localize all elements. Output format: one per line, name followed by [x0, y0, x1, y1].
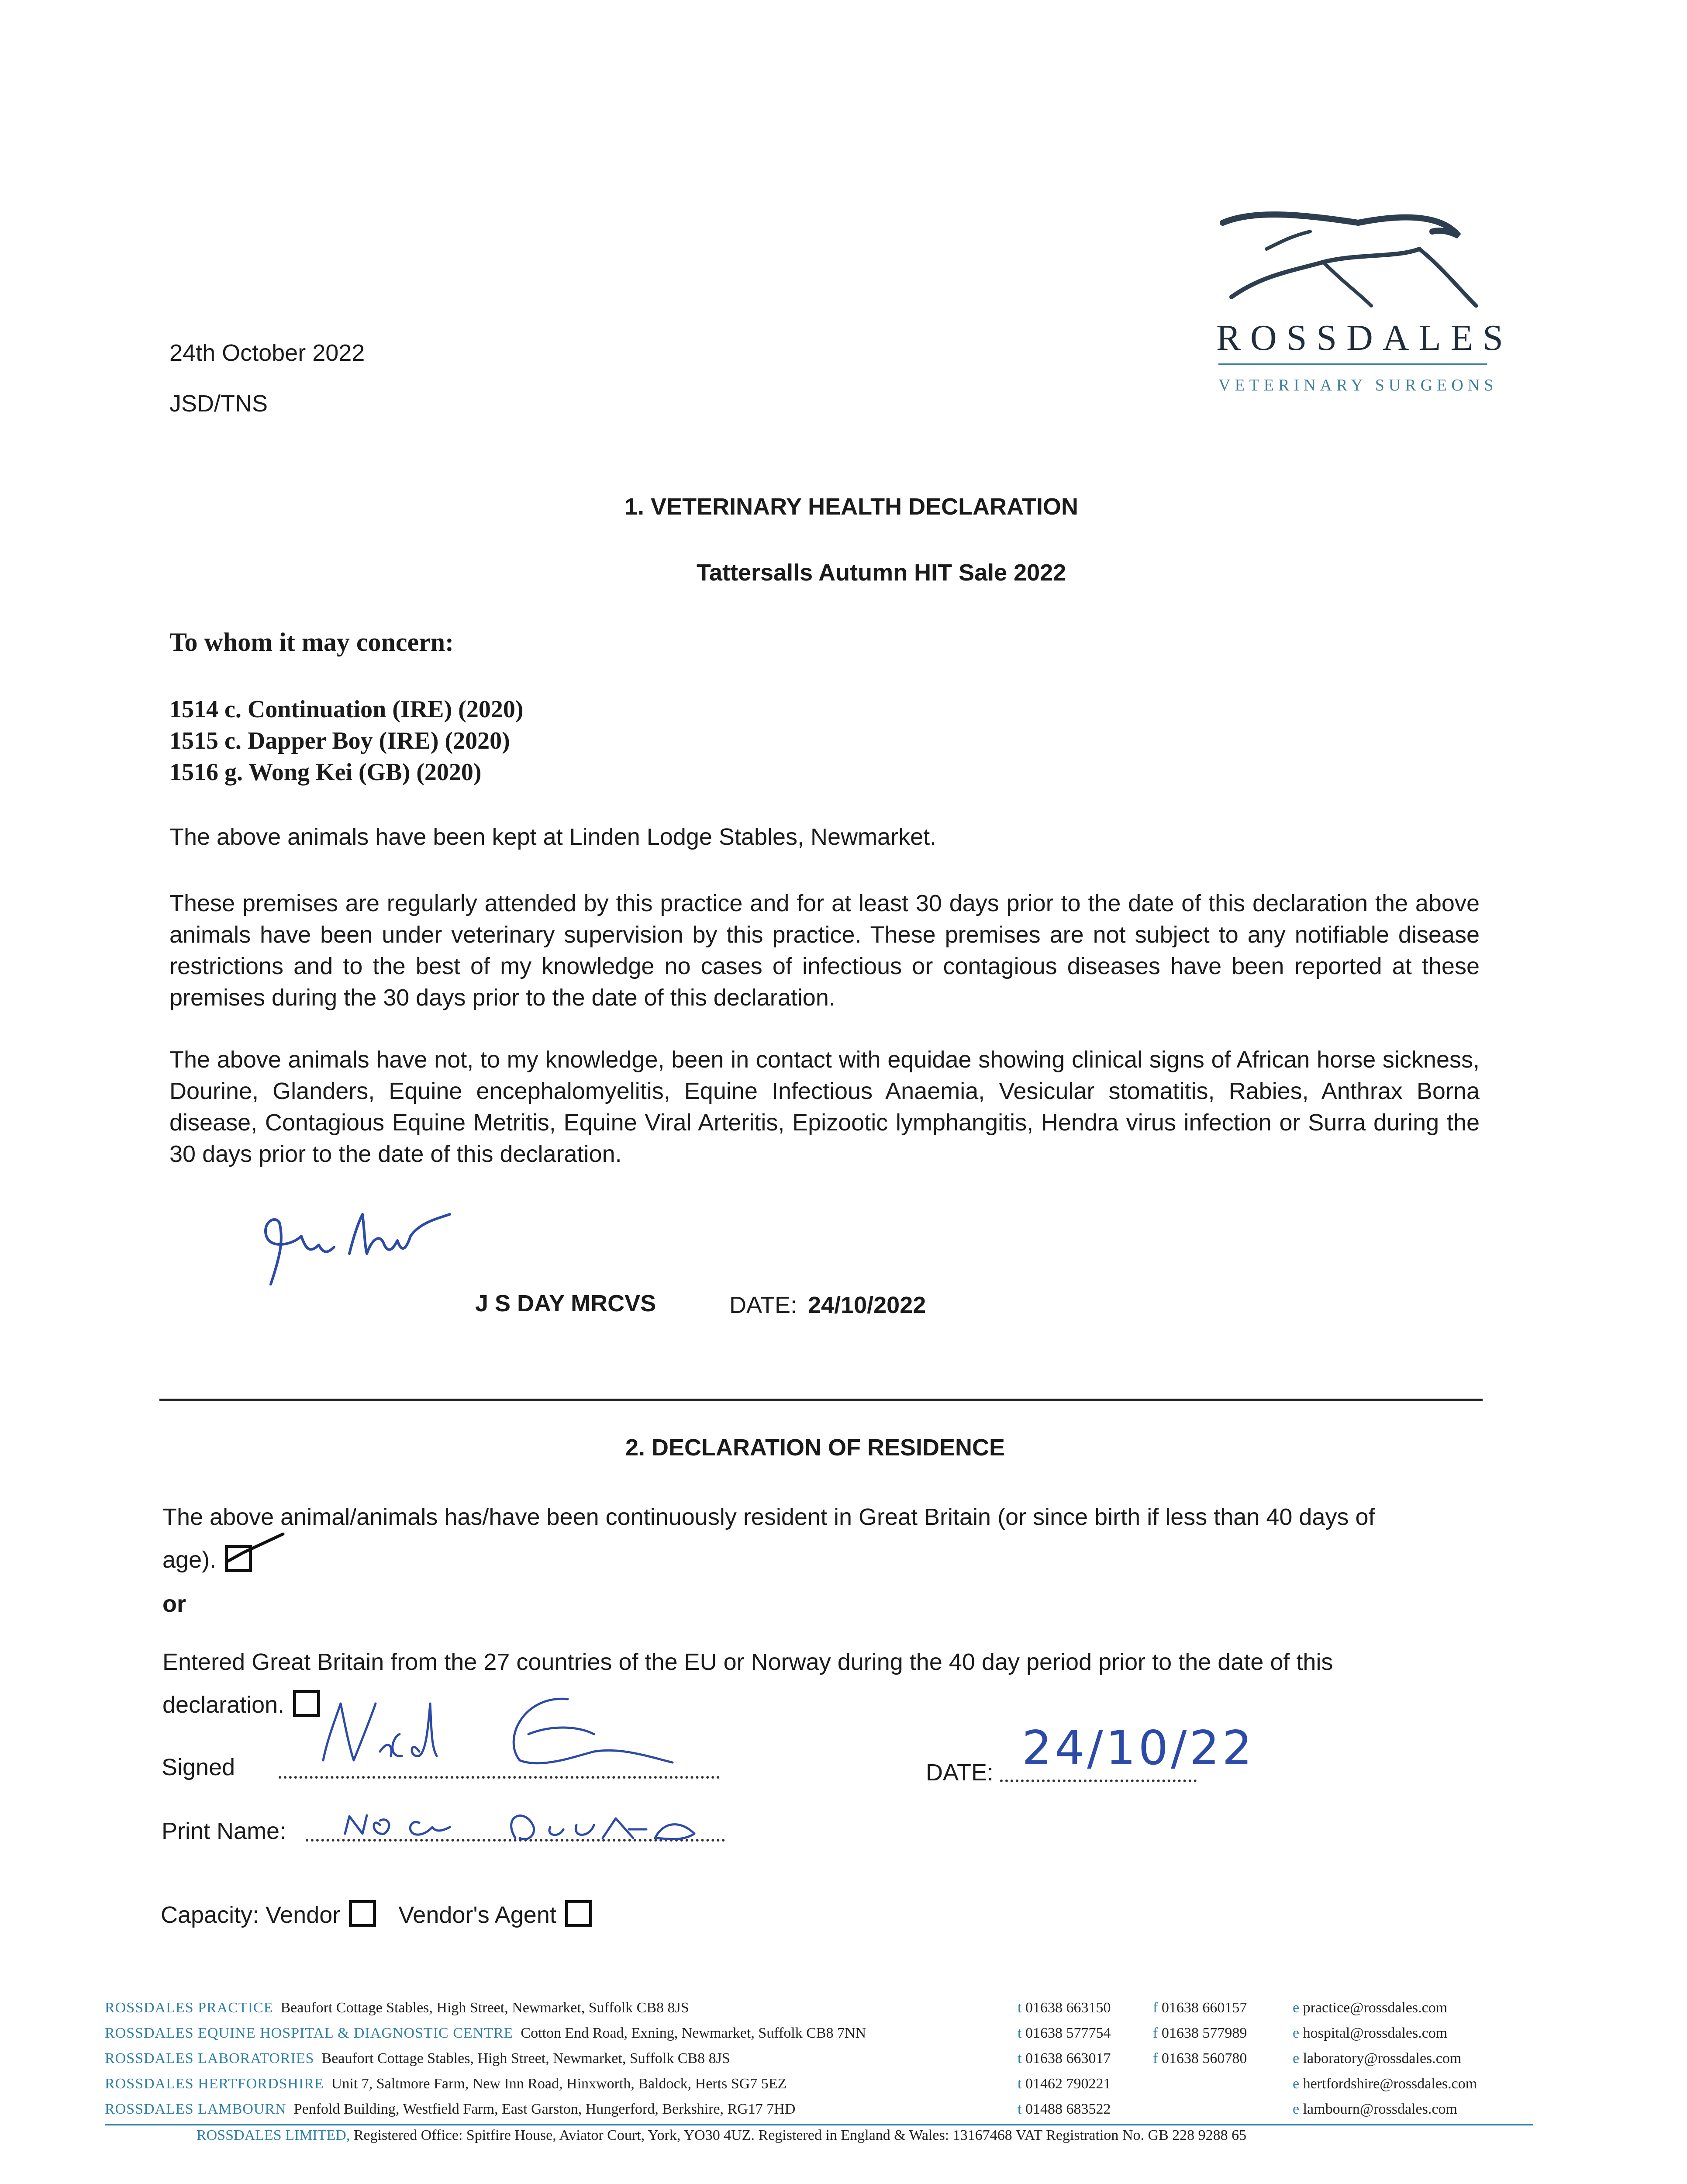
- footer-telephone: t 01638 663017: [1018, 2050, 1111, 2067]
- signed-label: Signed: [162, 1754, 235, 1780]
- section2-date-label: DATE:: [926, 1759, 994, 1786]
- vendor-signature: [314, 1686, 751, 1778]
- resident-checkbox[interactable]: [225, 1545, 252, 1572]
- lot-item: 1515 c. Dapper Boy (IRE) (2020): [169, 727, 510, 754]
- footer-telephone: t 01638 577754: [1018, 2025, 1111, 2041]
- letter-date: 24th October 2022: [169, 340, 365, 366]
- paragraph-supervision: These premises are regularly attended by this practice and for at least 30 days prior to the date of this declaration the above animals have been under veterinary supervision by this practice. These premises are not subject to any notifiable disease restrictions and to the best of my knowledge no cases of infectious or contagious diseases have been reported at these premises during the 30 days prior to the date of this declaration.: [169, 890, 1480, 1011]
- vet-signature: [253, 1206, 463, 1293]
- paragraph-premises: The above animals have been kept at Linden Lodge Stables, Newmarket.: [169, 824, 937, 850]
- printed-name-handwriting: [332, 1803, 734, 1851]
- vendor-checkbox[interactable]: [349, 1900, 376, 1927]
- lot-item: 1514 c. Continuation (IRE) (2020): [169, 696, 524, 723]
- footer-address: Unit 7, Saltmore Farm, New Inn Road, Hinxworth, Baldock, Herts SG7 5EZ: [331, 2076, 787, 2092]
- reference: JSD/TNS: [169, 390, 268, 417]
- registered-office: [197, 2127, 1246, 2144]
- footer-address: Penfold Building, Westfield Farm, East Garston, Hungerford, Berkshire, RG17 7HD: [293, 2101, 796, 2117]
- footer-org: ROSSDALES EQUINE HOSPITAL & DIAGNOSTIC CENTRE: [105, 2025, 514, 2041]
- footer-fax: f 01638 560780: [1153, 2050, 1247, 2067]
- footer-telephone: t 01462 790221: [1018, 2076, 1111, 2092]
- section1-date-value: 24/10/2022: [808, 1292, 926, 1318]
- section1-title: 1. VETERINARY HEALTH DECLARATION: [624, 494, 1079, 520]
- footer-org: ROSSDALES LABORATORIES: [105, 2050, 314, 2067]
- lot-list: [169, 694, 523, 788]
- residence-option1-text: The above animal/animals has/have been continuously resident in Great Britain (or since birth if less than 40 days of age).: [162, 1504, 1375, 1573]
- section1-date-label: DATE:: [729, 1292, 797, 1318]
- registered-text: Registered Office: Spitfire House, Aviator Court, York, YO30 4UZ. Registered in England & Wales: 13167468 VAT Registration No. GB 228 9288 65: [353, 2127, 1247, 2143]
- section-divider: [159, 1399, 1483, 1401]
- footer-telephone: t 01488 683522: [1018, 2101, 1111, 2117]
- footer-fax: f 01638 577989: [1153, 2025, 1247, 2041]
- capacity-row: [161, 1899, 592, 1931]
- registered-org: ROSSDALES LIMITED,: [197, 2127, 350, 2143]
- footer-email[interactable]: e lambourn@rossdales.com: [1293, 2101, 1457, 2117]
- lot-item: 1516 g. Wong Kei (GB) (2020): [169, 759, 482, 786]
- logo-wordmark: ROSSDALES: [1216, 318, 1513, 358]
- footer-address-row: [105, 2101, 795, 2118]
- footer-address: Beaufort Cottage Stables, High Street, Newmarket, Suffolk CB8 8JS: [280, 2000, 689, 2016]
- footer-email[interactable]: e laboratory@rossdales.com: [1293, 2050, 1462, 2067]
- section2-title: 2. DECLARATION OF RESIDENCE: [625, 1434, 1005, 1461]
- salutation: To whom it may concern:: [169, 628, 454, 657]
- signatory-name: J S DAY MRCVS: [475, 1290, 656, 1317]
- footer-address-row: [105, 2050, 730, 2067]
- or-separator: or: [162, 1591, 186, 1617]
- footer-fax: f 01638 660157: [1153, 2000, 1247, 2016]
- footer-telephone: t 01638 663150: [1018, 2000, 1111, 2016]
- footer-email[interactable]: e hospital@rossdales.com: [1293, 2025, 1448, 2041]
- horse-logo-icon: [1214, 205, 1485, 319]
- vendor-agent-label: Vendor's Agent: [398, 1902, 556, 1928]
- logo-rule: [1218, 363, 1487, 365]
- capacity-vendor-label: Capacity: Vendor: [161, 1902, 341, 1928]
- footer-org: ROSSDALES LAMBOURN: [105, 2101, 286, 2117]
- footer-address-row: [105, 2000, 689, 2016]
- section1-subtitle: Tattersalls Autumn HIT Sale 2022: [697, 560, 1066, 586]
- footer-email[interactable]: e practice@rossdales.com: [1293, 2000, 1448, 2016]
- residence-option1: [162, 1496, 1407, 1581]
- vendor-agent-checkbox[interactable]: [565, 1900, 592, 1927]
- footer-address-row: [105, 2025, 866, 2042]
- footer-address-row: [105, 2076, 787, 2092]
- footer-email[interactable]: e hertfordshire@rossdales.com: [1293, 2076, 1477, 2092]
- print-name-label: Print Name:: [162, 1818, 286, 1844]
- footer-rule: [105, 2124, 1533, 2125]
- footer-org: ROSSDALES HERTFORDSHIRE: [105, 2076, 324, 2092]
- footer-address: Beaufort Cottage Stables, High Street, Newmarket, Suffolk CB8 8JS: [321, 2050, 730, 2067]
- handwritten-date: 24/10/22: [1022, 1721, 1255, 1776]
- paragraph-contact: The above animals have not, to my knowledge, been in contact with equidae showing clinical signs of African horse sickness, Dourine, Glanders, Equine encephalomyelitis, Equine Infectious Anaemia, Vesicular stomatitis, Rabies, Anthrax Borna disease, Contagious Equine Metritis, Equine Viral Arteritis, Epizootic lymphangitis, Hendra virus infection or Surra during the 30 days prior to the date of this declaration.: [169, 1047, 1480, 1167]
- footer-org: ROSSDALES PRACTICE: [105, 2000, 273, 2016]
- residence-option2-text: Entered Great Britain from the 27 countries of the EU or Norway during the 40 day period prior to the date of this declaration.: [162, 1649, 1333, 1718]
- footer-address: Cotton End Road, Exning, Newmarket, Suffolk CB8 7NN: [521, 2025, 866, 2041]
- logo-subtitle: VETERINARY SURGEONS: [1218, 376, 1498, 394]
